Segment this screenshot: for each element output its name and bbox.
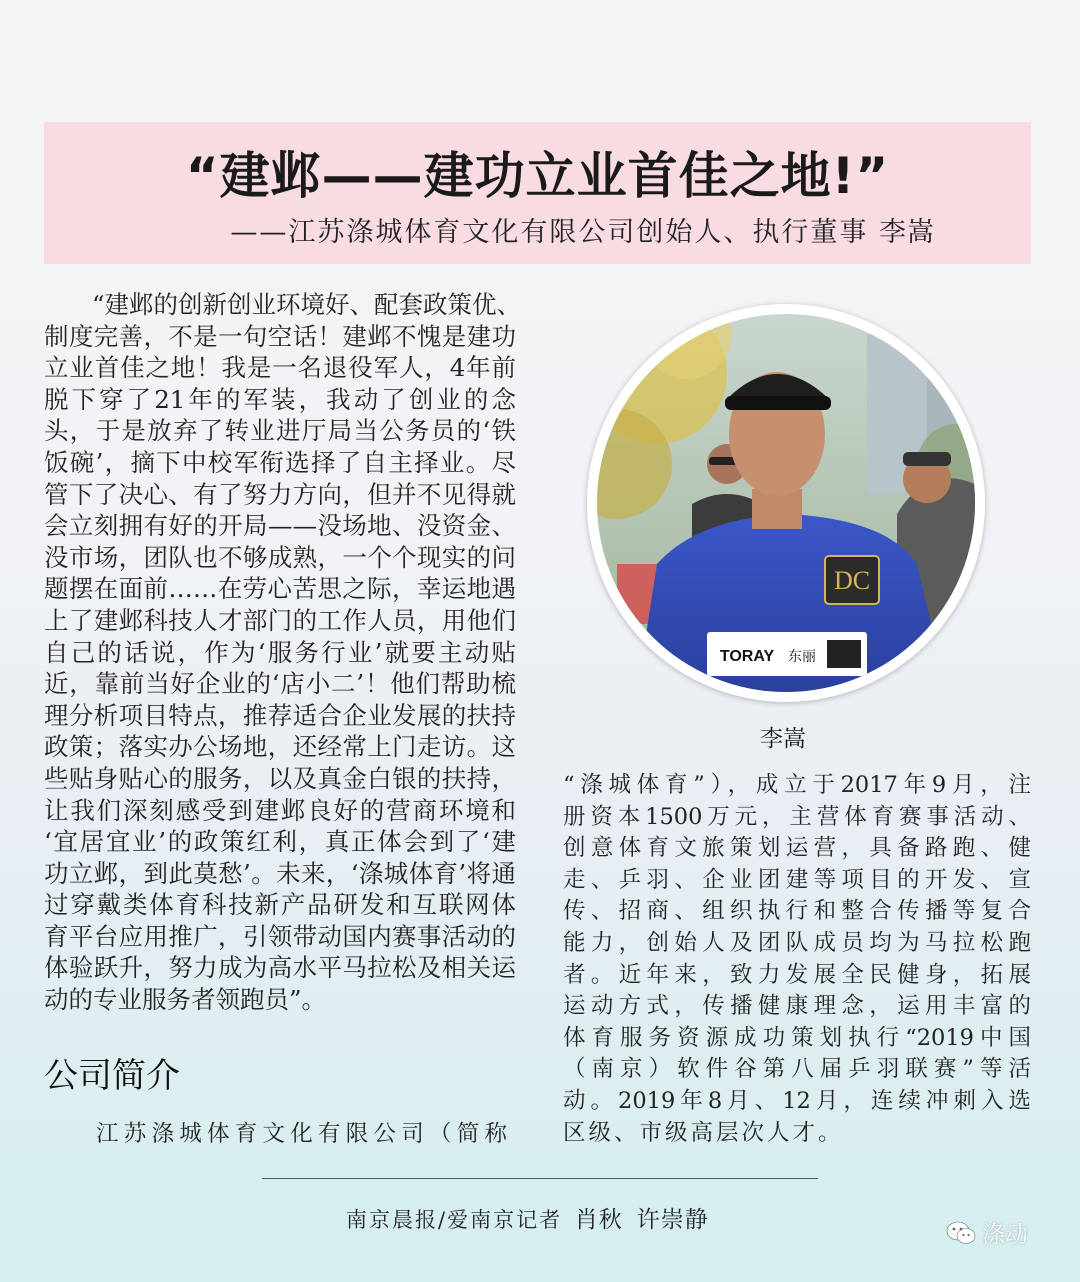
quote-line: 头，于是放弃了转业进厅局当公务员的‘铁 <box>44 416 516 446</box>
intro-line: 体育服务资源成功策划执行“2019中国 <box>563 1024 1031 1051</box>
photo-caption: 李嵩 <box>760 726 806 752</box>
quote-line: 管下了决心、有了努力方向，但并不见得就 <box>44 479 516 509</box>
quote-line: 脱下穿了21年的军装，我动了创业的念 <box>44 384 516 414</box>
intro-line: 册资本1500万元，主营体育赛事活动、 <box>563 803 1031 830</box>
intro-line: “涤城体育”），成立于2017年9月，注 <box>563 772 1031 798</box>
quote-line: 些贴身贴心的服务，以及真金白银的扶持， <box>44 763 516 793</box>
intro-line: 运动方式，传播健康理念，运用丰富的 <box>563 993 1031 1020</box>
quote-column <box>44 289 522 1016</box>
byline-name: 李嵩 <box>879 217 935 248</box>
reporter-outlet: 南京晨报/爱南京记者 <box>346 1208 563 1232</box>
company-intro-start: 江苏涤城体育文化有限公司（简称 <box>96 1121 512 1147</box>
intro-line: 动。2019年8月、12月，连续冲刺入选 <box>563 1087 1031 1114</box>
runner-photo-illustration <box>597 314 975 692</box>
intro-line: 能力，创始人及团队成员均为马拉松跑 <box>563 929 1031 956</box>
bib-brand: TORAY <box>719 648 775 665</box>
quote-line: 自己的话说，作为‘服务行业’就要主动贴 <box>44 637 516 667</box>
quote-line: 理分析项目特点，推荐适合企业发展的扶持 <box>44 700 516 730</box>
quote-line: “建邺的创新创业环境好、配套政策优、 <box>92 290 522 319</box>
watermark <box>946 1216 1028 1249</box>
quote-line: 题摆在面前……在劳心苦思之际，幸运地遇 <box>44 574 516 604</box>
headline: “建邺——建功立业首佳之地!” <box>185 147 890 205</box>
quote-line: 没市场，团队也不够成熟，一个个现实的问 <box>44 542 516 572</box>
intro-line: 传、招商、组织执行和整合传播等复合 <box>563 898 1031 925</box>
intro-line: 创意体育文旅策划运营，具备路跑、健 <box>563 835 1031 862</box>
quote-line: 让我们深刻感受到建邺良好的营商环境和 <box>44 795 516 825</box>
reporter-names <box>575 1207 709 1233</box>
portrait-frame <box>587 304 985 702</box>
title-banner <box>44 122 1031 264</box>
quote-line: 饭碗’，摘下中校军衔选择了自主择业。尽 <box>44 447 516 477</box>
bib-brand-cn: 东丽 <box>788 649 816 665</box>
quote-line: 育平台应用推广，引领带动国内赛事活动的 <box>44 921 516 951</box>
footer-divider <box>262 1178 818 1179</box>
reporter-name: 肖秋 <box>574 1207 623 1233</box>
quote-line: ‘宜居宜业’的政策红利，真正体会到了‘建 <box>44 827 516 857</box>
portrait-photo <box>597 314 975 692</box>
reporter-credit <box>346 1201 709 1234</box>
watermark-text: 涤动 <box>982 1222 1028 1248</box>
quote-line: 立业首佳之地！我是一名退役军人，4年前 <box>44 353 516 383</box>
quote-line: 制度完善，不是一句空话！建邺不愧是建功 <box>44 321 516 351</box>
intro-line: （南京）软件谷第八届乒羽联赛”等活 <box>563 1056 1031 1083</box>
byline <box>230 210 935 249</box>
quote-line: 功立邺，到此莫愁’。未来，‘涤城体育’将通 <box>44 858 516 888</box>
byline-title: ——江苏涤城体育文化有限公司创始人、执行董事 <box>230 217 869 248</box>
reporter-name: 许崇静 <box>636 1207 709 1233</box>
intro-line: 者。近年来，致力发展全民健身，拓展 <box>563 961 1031 988</box>
company-intro-continued <box>563 770 1031 1149</box>
sponsor-logo: DC <box>833 566 871 595</box>
intro-line: 区级、市级高层次人才。 <box>563 1119 844 1146</box>
quote-line: 体验跃升，努力成为高水平马拉松及相关运 <box>44 953 516 983</box>
quote-line: 上了建邺科技人才部门的工作人员，用他们 <box>44 605 516 635</box>
quote-line: 过穿戴类体育科技新产品研发和互联网体 <box>44 890 516 920</box>
quote-line: 近，靠前当好企业的‘店小二’！他们帮助梳 <box>44 669 516 699</box>
quote-line: 政策；落实办公场地，还经常上门走访。这 <box>44 732 516 762</box>
quote-line: 动的专业服务者领跑员”。 <box>44 985 327 1015</box>
wechat-icon <box>946 1220 976 1246</box>
intro-line: 走、乒羽、企业团建等项目的开发、宣 <box>563 866 1031 893</box>
quote-line: 会立刻拥有好的开局——没场地、没资金、 <box>44 511 516 541</box>
section-heading-company-intro: 公司简介 <box>44 1056 180 1096</box>
